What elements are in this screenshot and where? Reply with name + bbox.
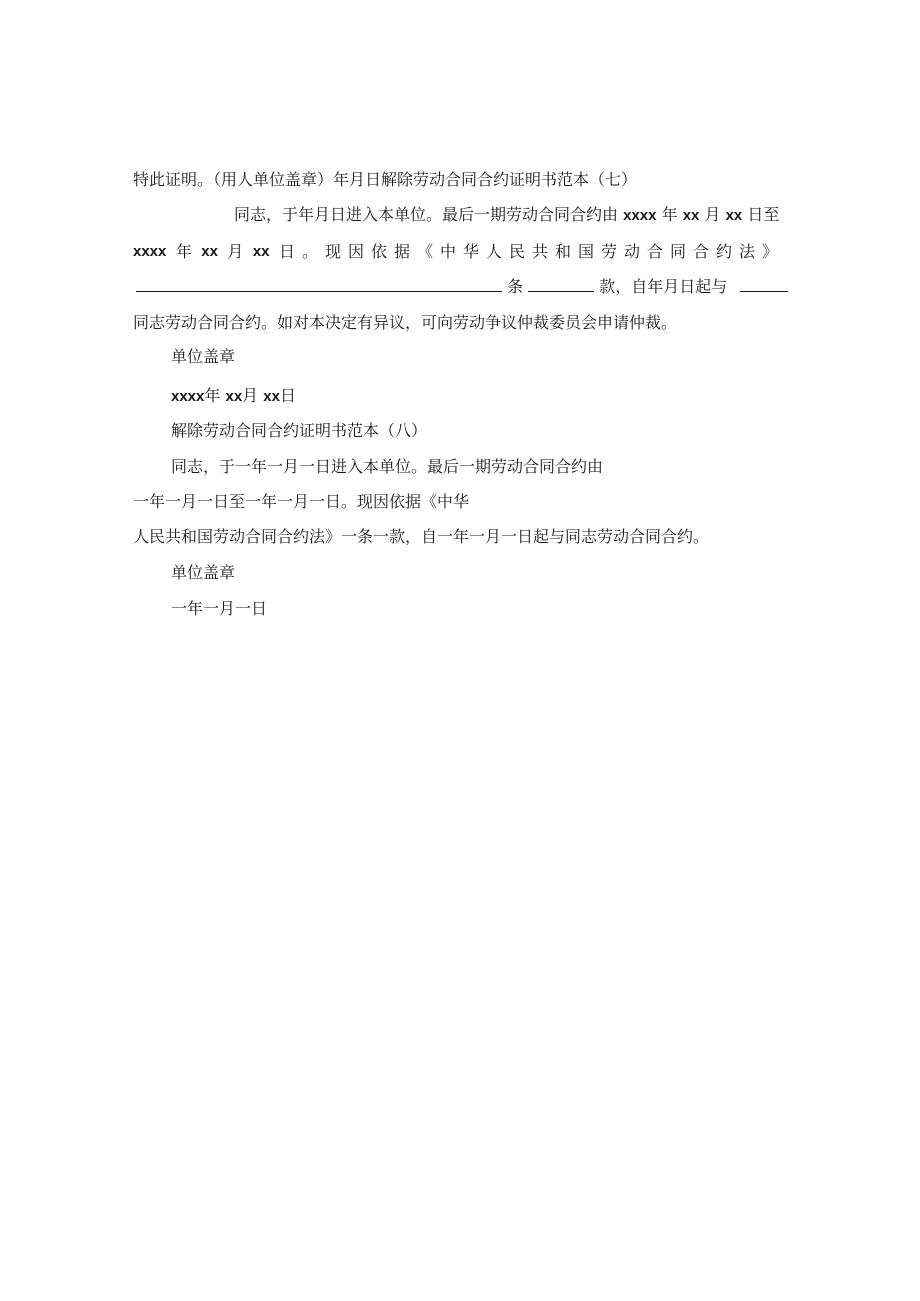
blank-line-clause	[528, 277, 594, 292]
char-month: 月	[242, 386, 259, 405]
placeholder-year: xxxx	[133, 243, 167, 260]
placeholder-day: xx	[725, 207, 743, 224]
placeholder-day: xx	[252, 243, 270, 260]
body-line-6: 一年一月一日至一年一月一日。现因依据《中华	[133, 492, 470, 511]
section-title: 解除劳动合同合约证明书范本（八）	[171, 421, 428, 440]
placeholder-month: xx	[225, 388, 243, 405]
placeholder-month: xx	[682, 207, 700, 224]
placeholder-month: xx	[201, 243, 218, 260]
char-month: 月	[227, 242, 244, 261]
signature-date	[171, 386, 296, 407]
body-line-5: 同志，于一年一月一日进入本单位。最后一期劳动合同合约由	[171, 457, 604, 476]
body-line-4: 同志劳动合同合约。如对本决定有异议，可向劳动争议仲裁委员会申请仲裁。	[133, 313, 678, 332]
body-line-1	[234, 205, 779, 226]
char-year: 年	[175, 242, 192, 261]
body-line-2	[133, 242, 785, 262]
unit-seal-label: 单位盖章	[171, 563, 236, 582]
char-year: 年	[661, 205, 678, 224]
blank-line-article	[136, 277, 502, 292]
char-day-to: 日至	[747, 205, 780, 224]
placeholder-day: xx	[263, 388, 280, 405]
law-reference-text: 日。现因依据《中华人民共和国劳动合同合约法》	[278, 242, 785, 261]
char-article: 条	[507, 277, 524, 296]
blank-line-name	[740, 277, 788, 292]
body-text: 同志，于年月日进入本单位。最后一期劳动合同合约由	[234, 205, 619, 224]
placeholder-year: xxxx	[171, 388, 205, 405]
placeholder-year: xxxx	[623, 207, 657, 224]
char-month: 月	[704, 205, 721, 224]
unit-seal-label: 单位盖章	[171, 347, 236, 366]
char-day: 日	[279, 386, 296, 405]
body-line-3	[136, 277, 788, 297]
closing-and-title-line: 特此证明。（用人单位盖章）年月日解除劳动合同合约证明书范本（七）	[133, 170, 638, 189]
char-year: 年	[204, 386, 221, 405]
signature-date: 一年一月一日	[171, 599, 268, 618]
clause-text: 款，自年月日起与	[599, 277, 728, 296]
body-line-7: 人民共和国劳动合同合约法》一条一款，自一年一月一日起与同志劳动合同合约。	[133, 527, 710, 546]
